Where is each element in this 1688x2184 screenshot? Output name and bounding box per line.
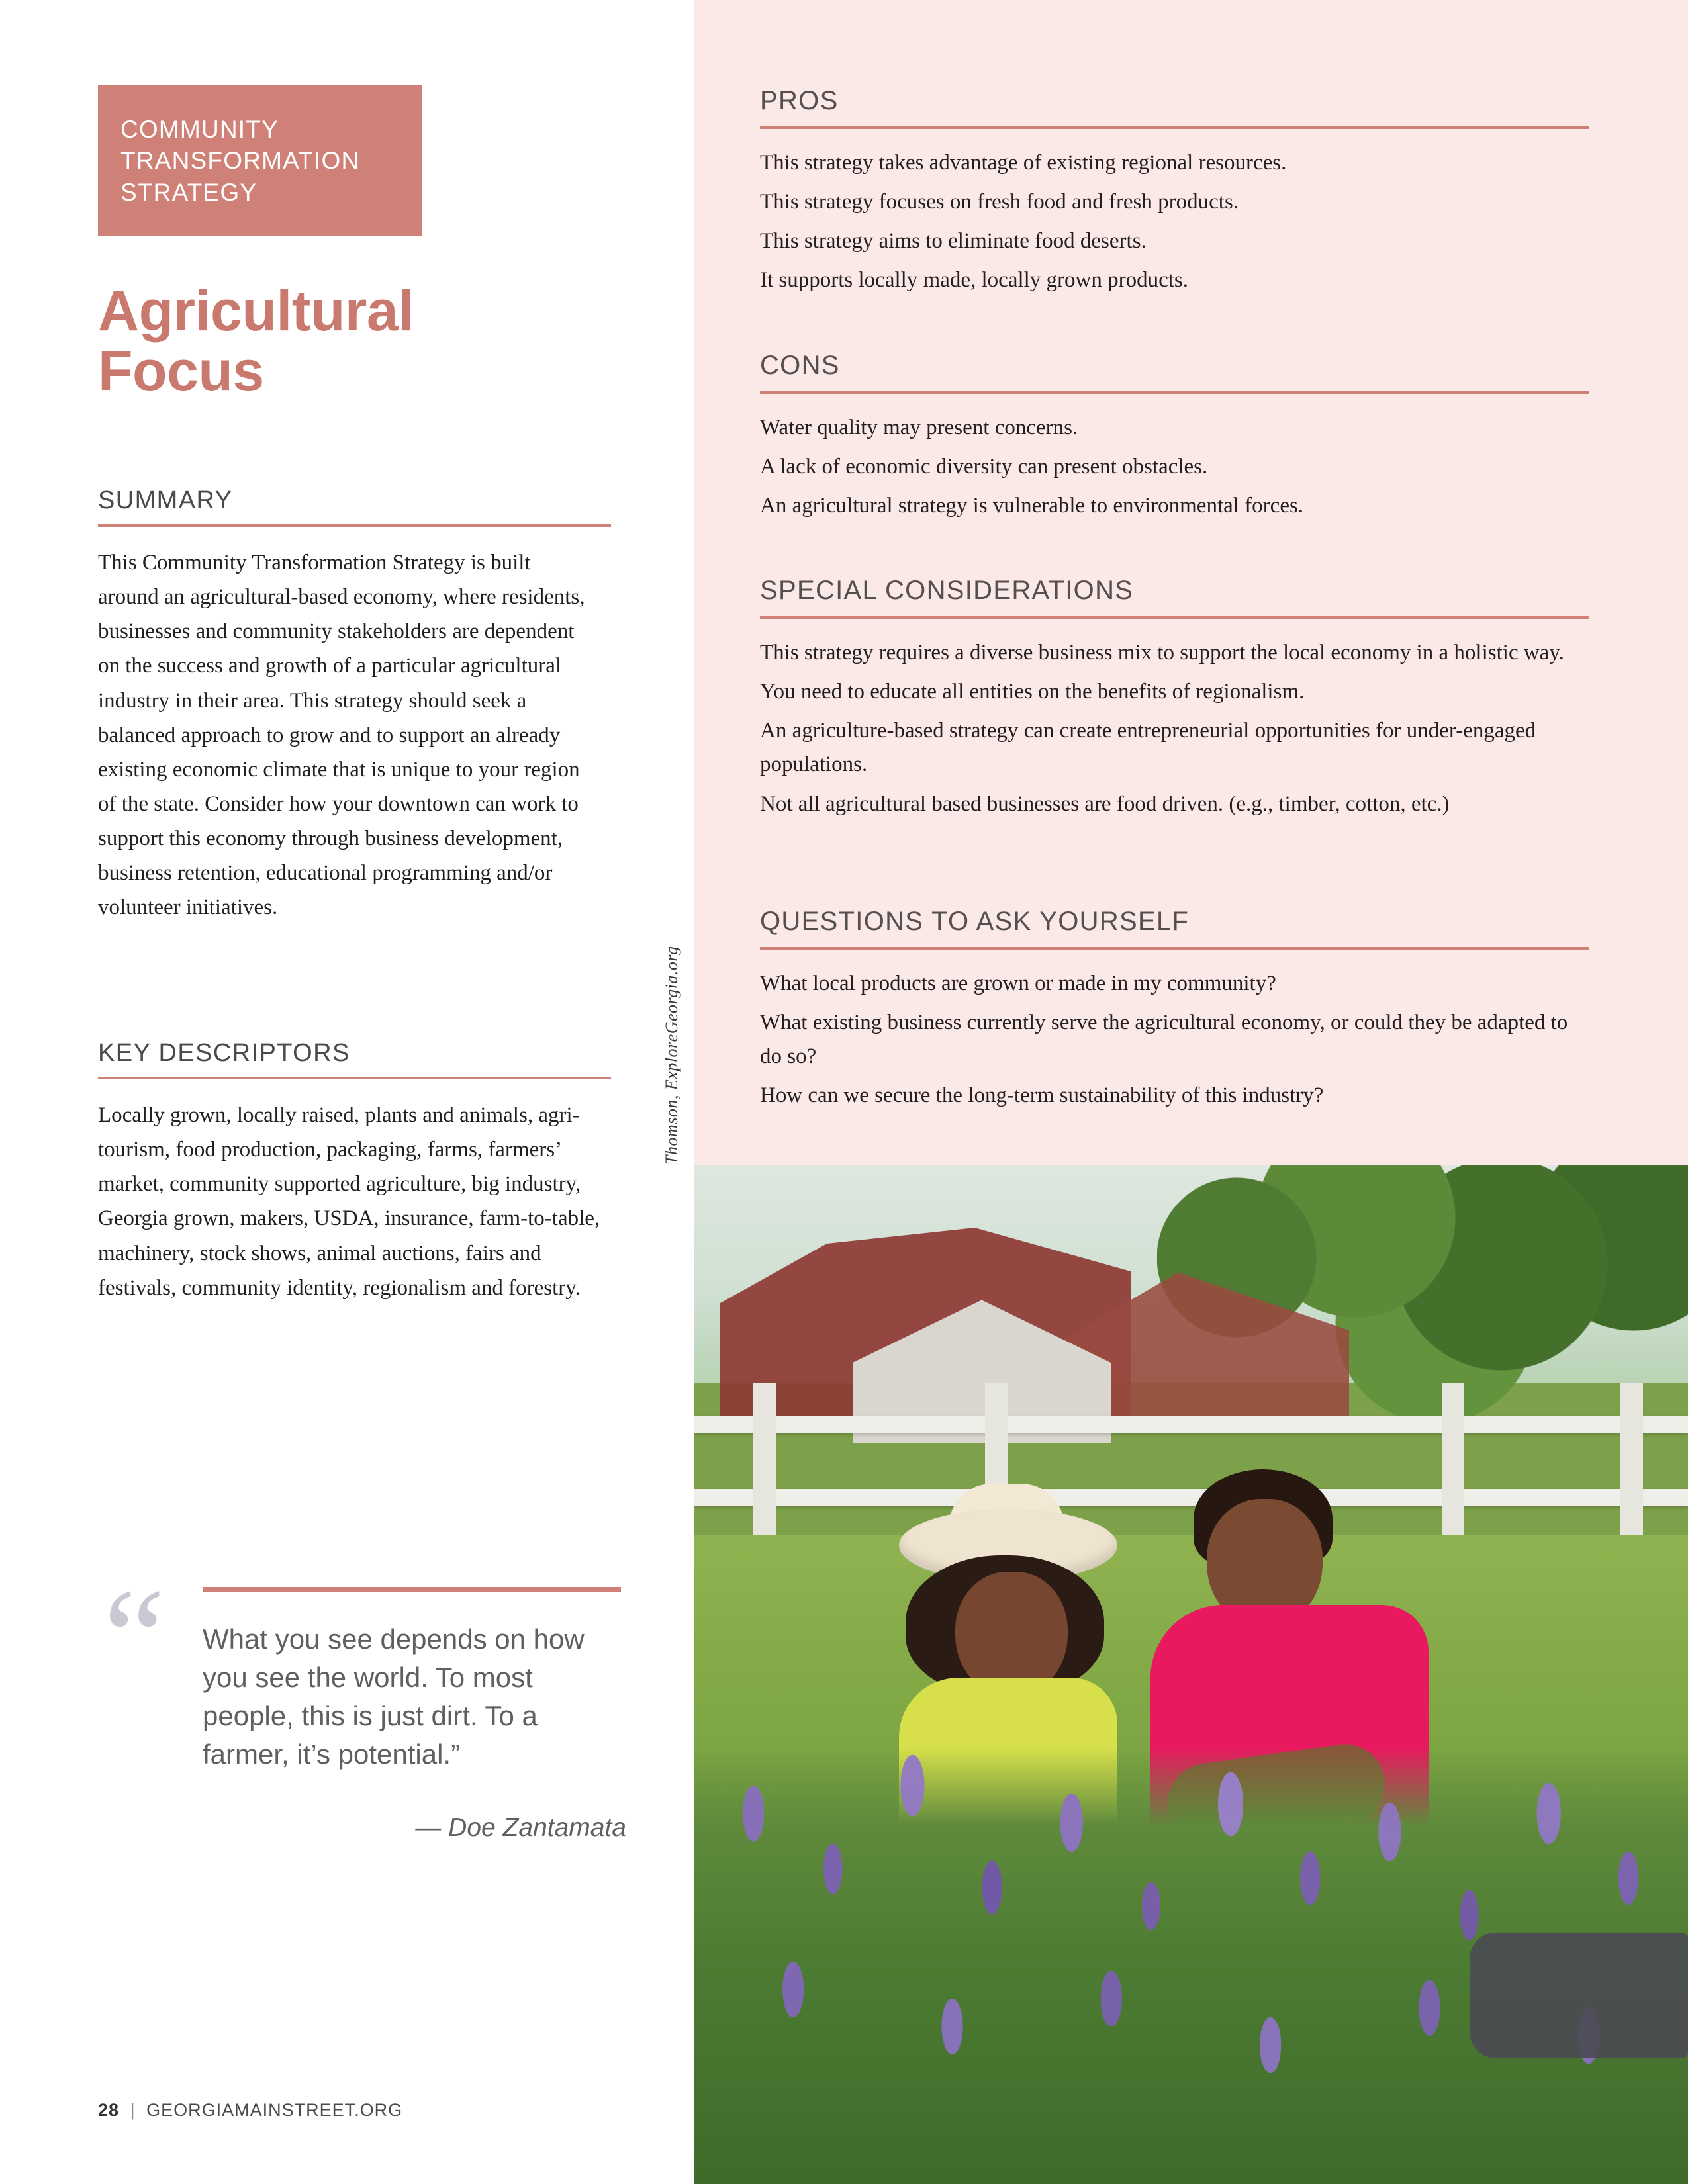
quote-text: What you see depends on how you see the world. To most people, this is just dirt. To a farmer, it’s potential.” [203,1623,585,1770]
key-descriptors-section [98,1039,611,1305]
quote-rule [203,1587,621,1592]
pros-list [760,146,1589,298]
pros-rule [760,126,1589,129]
special-considerations-section [760,576,1589,827]
photo-foreground-log [1470,1933,1688,2058]
list-item: This strategy requires a diverse business mix to support the local economy in a holistic way. [760,641,1564,664]
list-item: This strategy focuses on fresh food and fresh products. [760,190,1239,214]
list-item: Not all agricultural based businesses are food driven. (e.g., timber, cotton, etc.) [760,792,1450,816]
quote-attribution: — Doe Zantamata [415,1813,626,1842]
cons-rule [760,391,1589,394]
page-footer [98,2100,402,2120]
special-considerations-heading: SPECIAL CONSIDERATIONS [760,576,1134,605]
badge-line-3: STRATEGY [120,178,258,206]
list-item: An agriculture-based strategy can create entrepreneurial opportunities for under-engaged populations. [760,719,1536,777]
summary-text: This Community Transformation Strategy is built around an agricultural-based economy, where residents, businesses and community stakeholders are dependent on the success and growth of a particular agricultural industry in their area. This strategy should seek a balanced approach to grow and to support an already existing economic climate that is unique to your region of the state. Consider how your downtown can work to support this economy through business development, business retention, educational programming and/or volunteer initiatives. [98,551,585,920]
page-title-line-1: Agricultural [98,279,414,343]
cons-section [760,351,1589,528]
footer-page-number: 28 [98,2100,120,2120]
pros-section [760,86,1589,303]
special-considerations-list [760,636,1589,821]
questions-list [760,967,1589,1113]
strategy-category-badge [98,85,422,236]
list-item: This strategy aims to eliminate food deserts. [760,229,1147,253]
cons-heading: CONS [760,351,840,380]
summary-section [98,486,611,925]
questions-rule [760,947,1589,950]
summary-rule [98,524,611,527]
farm-photograph [694,1165,1688,2184]
list-item: What existing business currently serve the agricultural economy, or could they be adapted to do so? [760,1011,1568,1069]
photo-fence-rail [694,1416,1688,1433]
pros-heading: PROS [760,86,839,115]
key-descriptors-rule [98,1077,611,1079]
photo-credit: Thomson, ExploreGeorgia.org [662,946,681,1165]
key-descriptors-heading: KEY DESCRIPTORS [98,1039,350,1067]
list-item: This strategy takes advantage of existing regional resources. [760,151,1287,175]
cons-list [760,411,1589,523]
key-descriptors-text: Locally grown, locally raised, plants and animals, agri-tourism, food production, packaging, farms, farmers’ market, community supported agriculture, big industry, Georgia grown, makers, USDA, insurance, farm-to-table, machinery, stock shows, animal auctions, fairs and festivals, community identity, regionalism and forestry. [98,1103,600,1300]
badge-line-2: TRANSFORMATION [120,147,360,175]
page-title-line-2: Focus [98,340,264,404]
list-item: What local products are grown or made in my community? [760,972,1276,995]
left-column [98,0,626,2184]
footer-separator: | [130,2100,136,2120]
special-considerations-rule [760,616,1589,619]
list-item: It supports locally made, locally grown products. [760,268,1189,293]
footer-website: GEORGIAMAINSTREET.ORG [146,2100,403,2120]
summary-heading: SUMMARY [98,486,233,514]
questions-section [760,907,1589,1118]
list-item: How can we secure the long-term sustainability of this industry? [760,1083,1324,1108]
questions-heading: QUESTIONS TO ASK YOURSELF [760,907,1190,936]
page-title [98,281,575,402]
quotation-mark-icon: “ [103,1561,165,1714]
list-item: Water quality may present concerns. [760,416,1078,439]
list-item: A lack of economic diversity can present obstacles. [760,455,1208,479]
list-item: You need to educate all entities on the benefits of regionalism. [760,680,1305,704]
badge-line-1: COMMUNITY [120,116,279,143]
list-item: An agricultural strategy is vulnerable to environmental forces. [760,494,1304,518]
